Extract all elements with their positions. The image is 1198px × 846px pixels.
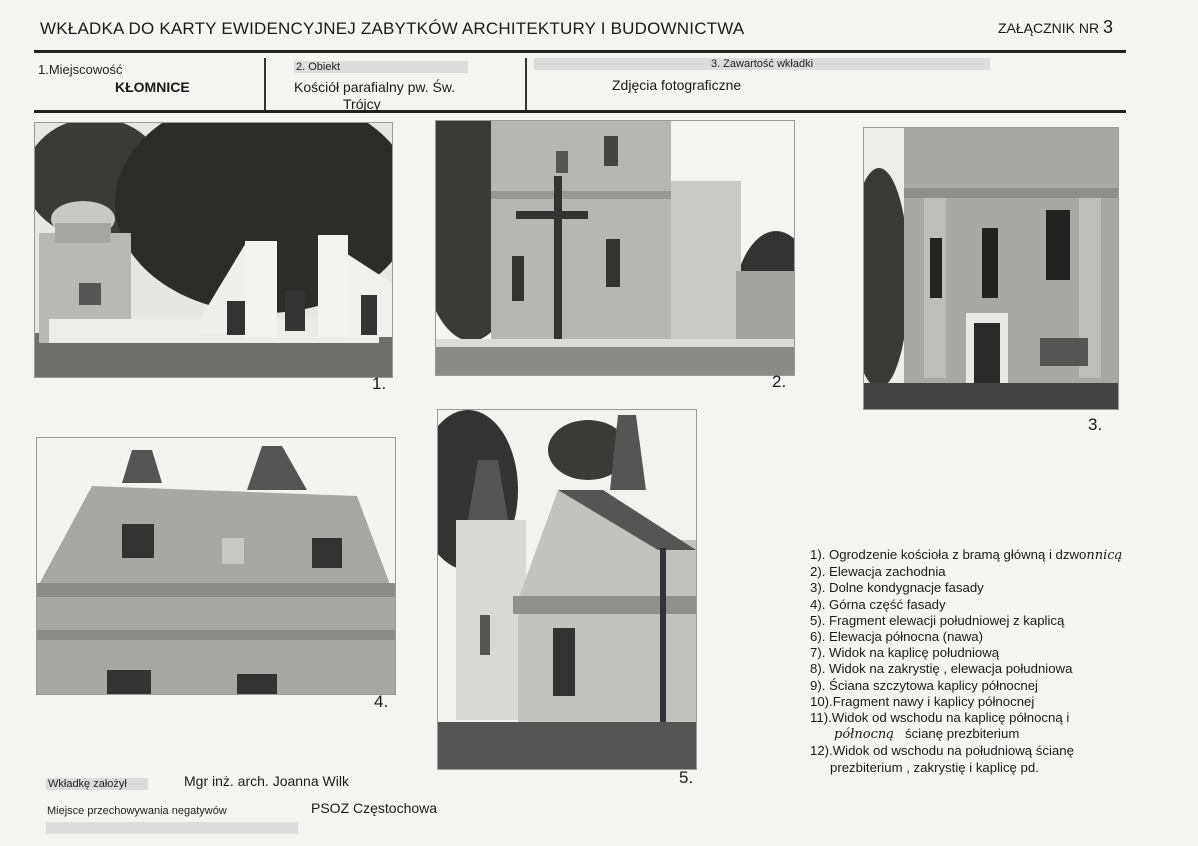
legend-item-4: 4). Górna część fasady bbox=[810, 596, 946, 612]
photo-3-number: 3. bbox=[1088, 415, 1103, 434]
photo-4-upper-facade bbox=[36, 437, 396, 695]
field-divider-2 bbox=[525, 58, 527, 110]
legend-item-11-cont-text: ścianę prezbiterium bbox=[904, 726, 1020, 742]
header-rule-top bbox=[34, 50, 1126, 53]
annex-label bbox=[998, 17, 1113, 38]
photo-3-image bbox=[864, 128, 1118, 409]
legend-item-9: 9). Ściana szczytowa kaplicy północnej bbox=[810, 677, 1038, 693]
object-value-line1: Kościół parafialny pw. Św. bbox=[294, 79, 456, 95]
annex-number: 3 bbox=[1103, 17, 1114, 37]
legend-item-11-cont bbox=[810, 726, 1122, 743]
legend-item-12: 12).Widok od wschodu na południową ścianę bbox=[810, 743, 1074, 759]
legend-item-2: 2). Elewacja zachodnia bbox=[810, 564, 946, 580]
photo-1-fence-gate bbox=[34, 122, 393, 378]
legend-item-12-cont: prezbiterium , zakrystię i kaplicę pd. bbox=[830, 759, 1039, 775]
photo-5-south-chapel bbox=[437, 409, 697, 770]
storage-value: PSOZ Częstochowa bbox=[311, 800, 438, 816]
locality-value: KŁOMNICE bbox=[115, 79, 190, 95]
legend-item-7: 7). Widok na kaplicę południową bbox=[810, 645, 1000, 661]
object-value-line2: Trójcy bbox=[343, 96, 381, 112]
photo-4-image bbox=[37, 438, 395, 694]
header-rule-bottom bbox=[34, 110, 1126, 113]
legend-item-3: 3). Dolne kondygnacje fasady bbox=[810, 580, 984, 596]
field-divider-1 bbox=[264, 58, 266, 110]
photo-2-number: 2. bbox=[772, 372, 787, 391]
author-value: Mgr inż. arch. Joanna Wilk bbox=[184, 773, 349, 789]
legend-item-5: 5). Fragment elewacji południowej z kaplicą bbox=[810, 612, 1065, 628]
photo-2-image bbox=[436, 121, 794, 375]
photo-3-lower-facade bbox=[863, 127, 1119, 410]
object-label: 2. Obiekt bbox=[294, 61, 468, 73]
legend-item-10: 10).Fragment nawy i kaplicy północnej bbox=[810, 693, 1035, 709]
photo-4-number: 4. bbox=[374, 692, 389, 711]
legend-item-1-text: 1). Ogrodzenie kościoła z bramą główną i dzwo bbox=[810, 547, 1087, 562]
photo-1-number: 1. bbox=[372, 374, 387, 393]
annex-label-text: ZAŁĄCZNIK NR bbox=[998, 20, 1100, 36]
legend-item-8: 8). Widok na zakrystię , elewacja południowa bbox=[810, 661, 1073, 677]
legend-item-11-handwritten: północną bbox=[834, 727, 894, 743]
legend-item-1 bbox=[810, 547, 1122, 564]
legend-item-1-handwritten: nnicą bbox=[1086, 548, 1123, 563]
legend-item-6: 6). Elewacja północna (nawa) bbox=[810, 629, 983, 645]
locality-label: 1.Miejscowość bbox=[38, 62, 123, 77]
photo-5-number: 5. bbox=[679, 768, 694, 787]
photo-1-image bbox=[35, 123, 392, 377]
legend-item-11: 11).Widok od wschodu na kaplicę północną i bbox=[810, 710, 1070, 726]
photo-legend bbox=[810, 547, 1122, 776]
storage-label: Miejsce przechowywania negatywów bbox=[47, 805, 227, 817]
footer-shaded-field bbox=[46, 822, 298, 834]
contents-value: Zdjęcia fotograficzne bbox=[612, 77, 742, 93]
author-label: Wkładkę założył bbox=[46, 778, 148, 790]
photo-5-image bbox=[438, 410, 696, 769]
document-title: WKŁADKA DO KARTY EWIDENCYJNEJ ZABYTKÓW ARCHITEKTURY I BUDOWNICTWA bbox=[40, 19, 745, 38]
contents-label: 3. Zawartość wkładki bbox=[534, 58, 990, 70]
photo-2-west-elevation bbox=[435, 120, 795, 376]
